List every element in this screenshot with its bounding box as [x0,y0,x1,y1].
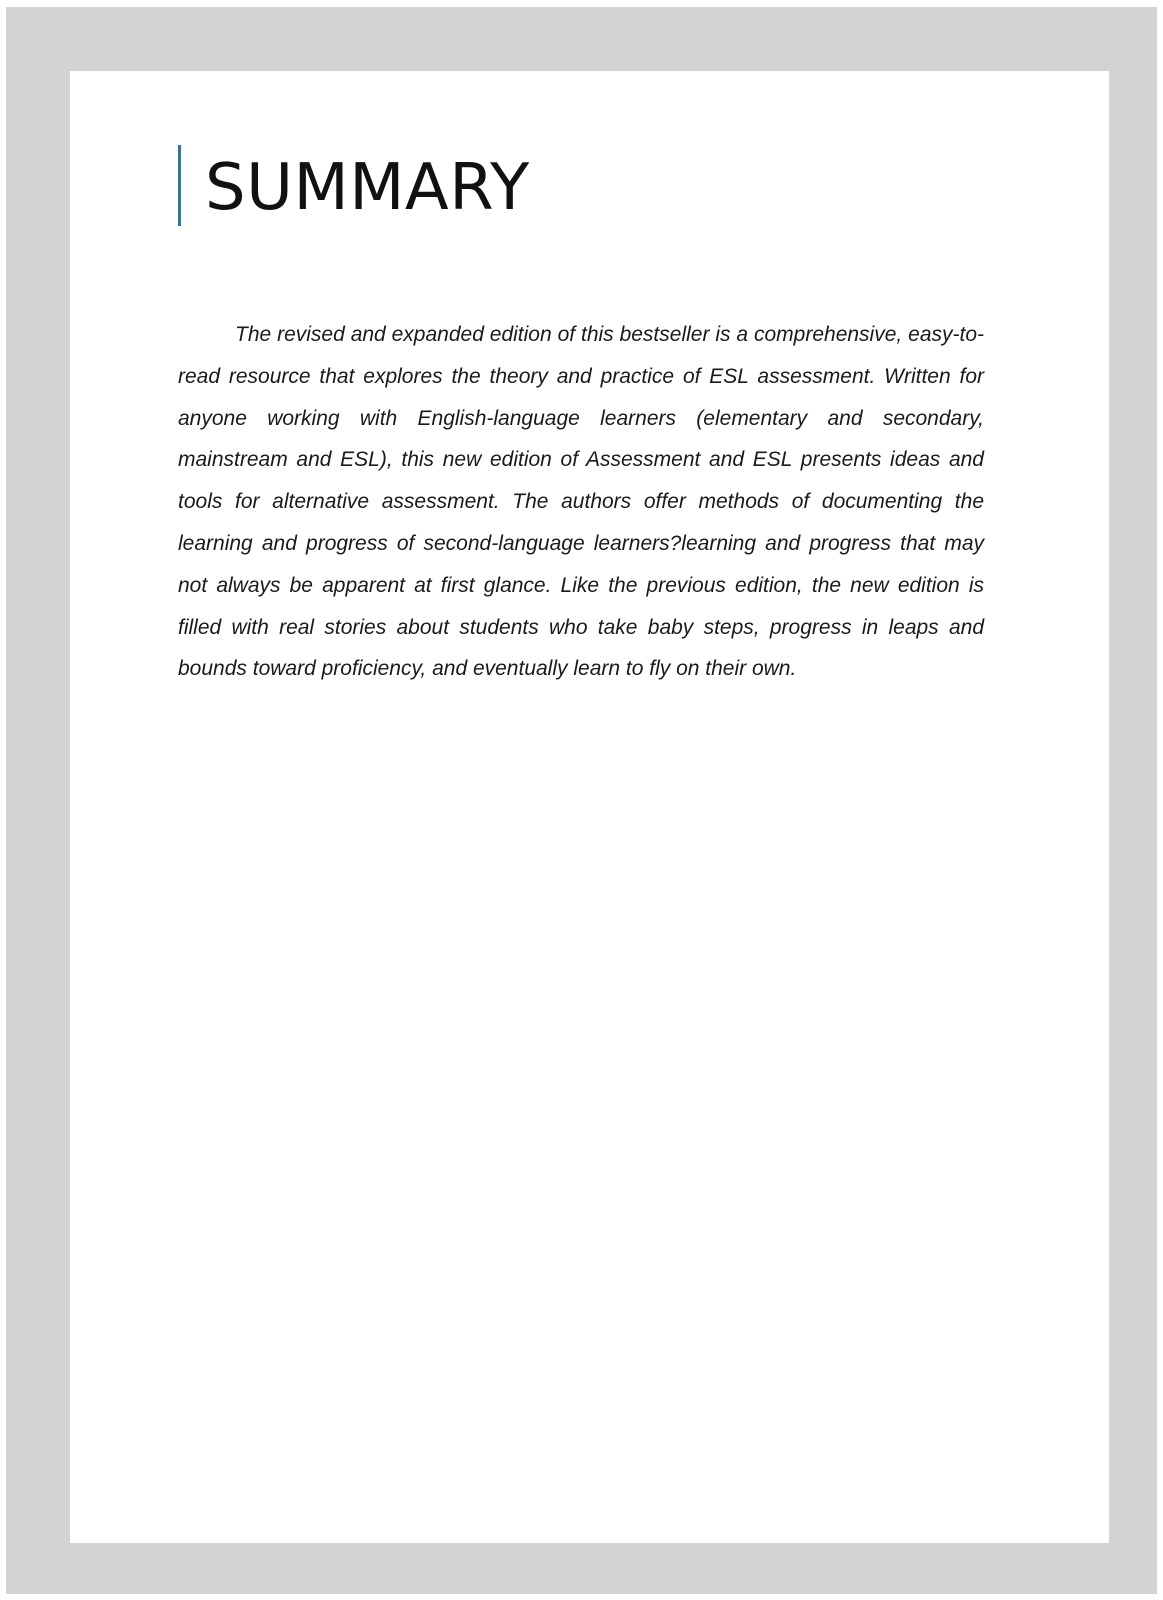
document-page [70,71,1109,1543]
page-title: SUMMARY [205,151,530,225]
summary-paragraph: The revised and expanded edition of this bestseller is a comprehensive, easy-to-read resource that explores the theory and practice of ESL assessment. Written for anyone working with English-language learners (elementary and secondary, mainstream and ESL), this new edition of Assessment and ESL presents ideas and tools for alternative assessment. The authors offer methods of documenting the learning and progress of second-language learners?learning and progress that may not always be apparent at first glance. Like the previous edition, the new edition is filled with real stories about students who take baby steps, progress in leaps and bounds toward proficiency, and eventually learn to fly on their own. [178,323,984,681]
title-accent-bar [178,145,181,226]
page-frame [6,7,1157,1594]
